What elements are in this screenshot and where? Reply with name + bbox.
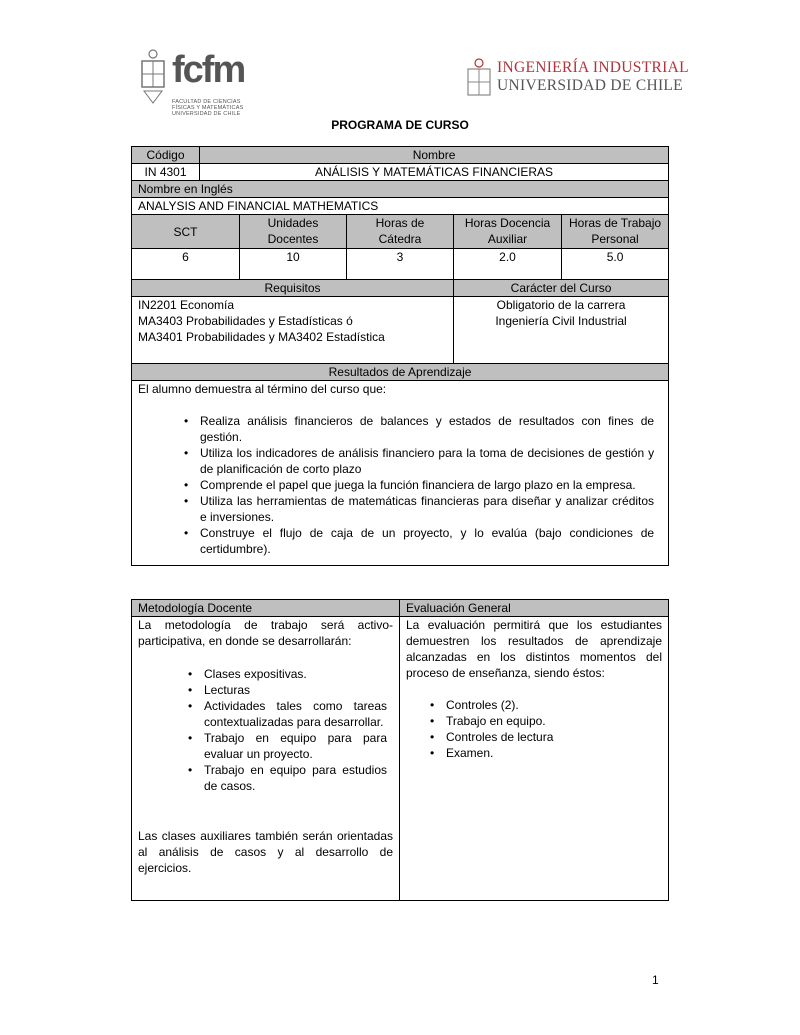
name-header: Nombre bbox=[200, 147, 669, 164]
english-name-header: Nombre en Inglés bbox=[132, 181, 669, 198]
document-title: PROGRAMA DE CURSO bbox=[331, 118, 469, 132]
horas-personal-value: 5.0 bbox=[562, 249, 669, 280]
ii-logo-line1: INGENIERÍA INDUSTRIAL bbox=[497, 59, 689, 76]
fcfm-wordmark: fcfm bbox=[172, 49, 245, 91]
methodology-intro: La metodología de trabajo será activo-participativa, en donde se desarrollarán: bbox=[138, 618, 393, 648]
resultados-intro: El alumno demuestra al término del curso que: bbox=[138, 382, 387, 396]
list-item: • Utiliza las herramientas de matemáticas financieras para diseñar y analizar créditos e inversiones. bbox=[200, 493, 654, 525]
evaluation-intro: La evaluación permitirá que los estudiantes demuestren los resultados de aprendizaje alcanzadas en los distintos momentos del proceso de enseñanza, siendo éstos: bbox=[406, 618, 662, 680]
list-item: • Examen. bbox=[446, 745, 656, 761]
fcfm-logo bbox=[138, 43, 253, 118]
evaluation-cell bbox=[400, 617, 669, 901]
requisitos-cell bbox=[132, 297, 454, 364]
caracter-line: Ingeniería Civil Industrial bbox=[495, 314, 627, 328]
caracter-line: Obligatorio de la carrera bbox=[496, 298, 626, 312]
list-item: • Controles (2). bbox=[446, 697, 656, 713]
requisito-line: MA3401 Probabilidades y MA3402 Estadística bbox=[138, 330, 385, 344]
sct-header: SCT bbox=[132, 215, 240, 249]
unidades-docentes-value: 10 bbox=[240, 249, 347, 280]
methodology-list bbox=[204, 666, 387, 794]
english-name: ANALYSIS AND FINANCIAL MATHEMATICS bbox=[132, 198, 669, 215]
methodology-evaluation-table bbox=[131, 599, 669, 901]
horas-personal-header: Horas de Trabajo Personal bbox=[562, 215, 669, 249]
list-item: • Realiza análisis financieros de balances y estados de resultados con fines de gestión. bbox=[200, 413, 654, 445]
resultados-list bbox=[200, 413, 654, 557]
department-seal-icon bbox=[465, 57, 493, 99]
list-item: • Utiliza los indicadores de análisis financiero para la toma de decisiones de gestión y de planificación de corto plazo bbox=[200, 445, 654, 477]
list-item: • Lecturas bbox=[204, 682, 387, 698]
fcfm-subtitle: FACULTAD DE CIENCIAS FÍSICAS Y MATEMÁTICAS UNIVERSIDAD DE CHILE bbox=[172, 99, 244, 117]
requisitos-header: Requisitos bbox=[132, 280, 454, 297]
ii-logo-line2: UNIVERSIDAD DE CHILE bbox=[497, 77, 683, 94]
resultados-cell bbox=[132, 381, 669, 566]
list-item: • Comprende el papel que juega la función financiera de largo plazo en la empresa. bbox=[200, 477, 654, 493]
list-item: • Clases expositivas. bbox=[204, 666, 387, 682]
list-item: • Construye el flujo de caja de un proyecto, y lo evalúa (bajo condiciones de certidumbre). bbox=[200, 525, 654, 557]
sct-value: 6 bbox=[132, 249, 240, 280]
methodology-cell bbox=[132, 617, 400, 901]
horas-catedra-value: 3 bbox=[347, 249, 454, 280]
university-seal-icon bbox=[138, 47, 170, 109]
list-item: • Trabajo en equipo para estudios de casos. bbox=[204, 762, 387, 794]
resultados-header: Resultados de Aprendizaje bbox=[132, 364, 669, 381]
horas-auxiliar-header: Horas Docencia Auxiliar bbox=[454, 215, 562, 249]
caracter-header: Carácter del Curso bbox=[454, 280, 669, 297]
list-item: • Controles de lectura bbox=[446, 729, 656, 745]
evaluation-list bbox=[446, 697, 656, 761]
methodology-closing: Las clases auxiliares también serán orientadas al análisis de casos y al desarrollo de ejercicios. bbox=[138, 829, 393, 875]
requisito-line: MA3403 Probabilidades y Estadísticas ó bbox=[138, 314, 353, 328]
evaluation-header: Evaluación General bbox=[400, 600, 669, 617]
ingenieria-industrial-logo bbox=[465, 57, 689, 102]
horas-catedra-header: Horas de Cátedra bbox=[347, 215, 454, 249]
course-name: ANÁLISIS Y MATEMÁTICAS FINANCIERAS bbox=[200, 164, 669, 181]
horas-auxiliar-value: 2.0 bbox=[454, 249, 562, 280]
unidades-docentes-header: Unidades Docentes bbox=[240, 215, 347, 249]
code-header: Código bbox=[132, 147, 200, 164]
caracter-cell bbox=[454, 297, 669, 364]
requisito-line: IN2201 Economía bbox=[138, 298, 235, 312]
course-info-table bbox=[131, 146, 669, 566]
page-number: 1 bbox=[652, 973, 659, 987]
list-item: • Trabajo en equipo. bbox=[446, 713, 656, 729]
list-item: • Trabajo en equipo para para evaluar un proyecto. bbox=[204, 730, 387, 762]
list-item: • Actividades tales como tareas contextualizadas para desarrollar. bbox=[204, 698, 387, 730]
course-code: IN 4301 bbox=[132, 164, 200, 181]
methodology-header: Metodología Docente bbox=[132, 600, 400, 617]
